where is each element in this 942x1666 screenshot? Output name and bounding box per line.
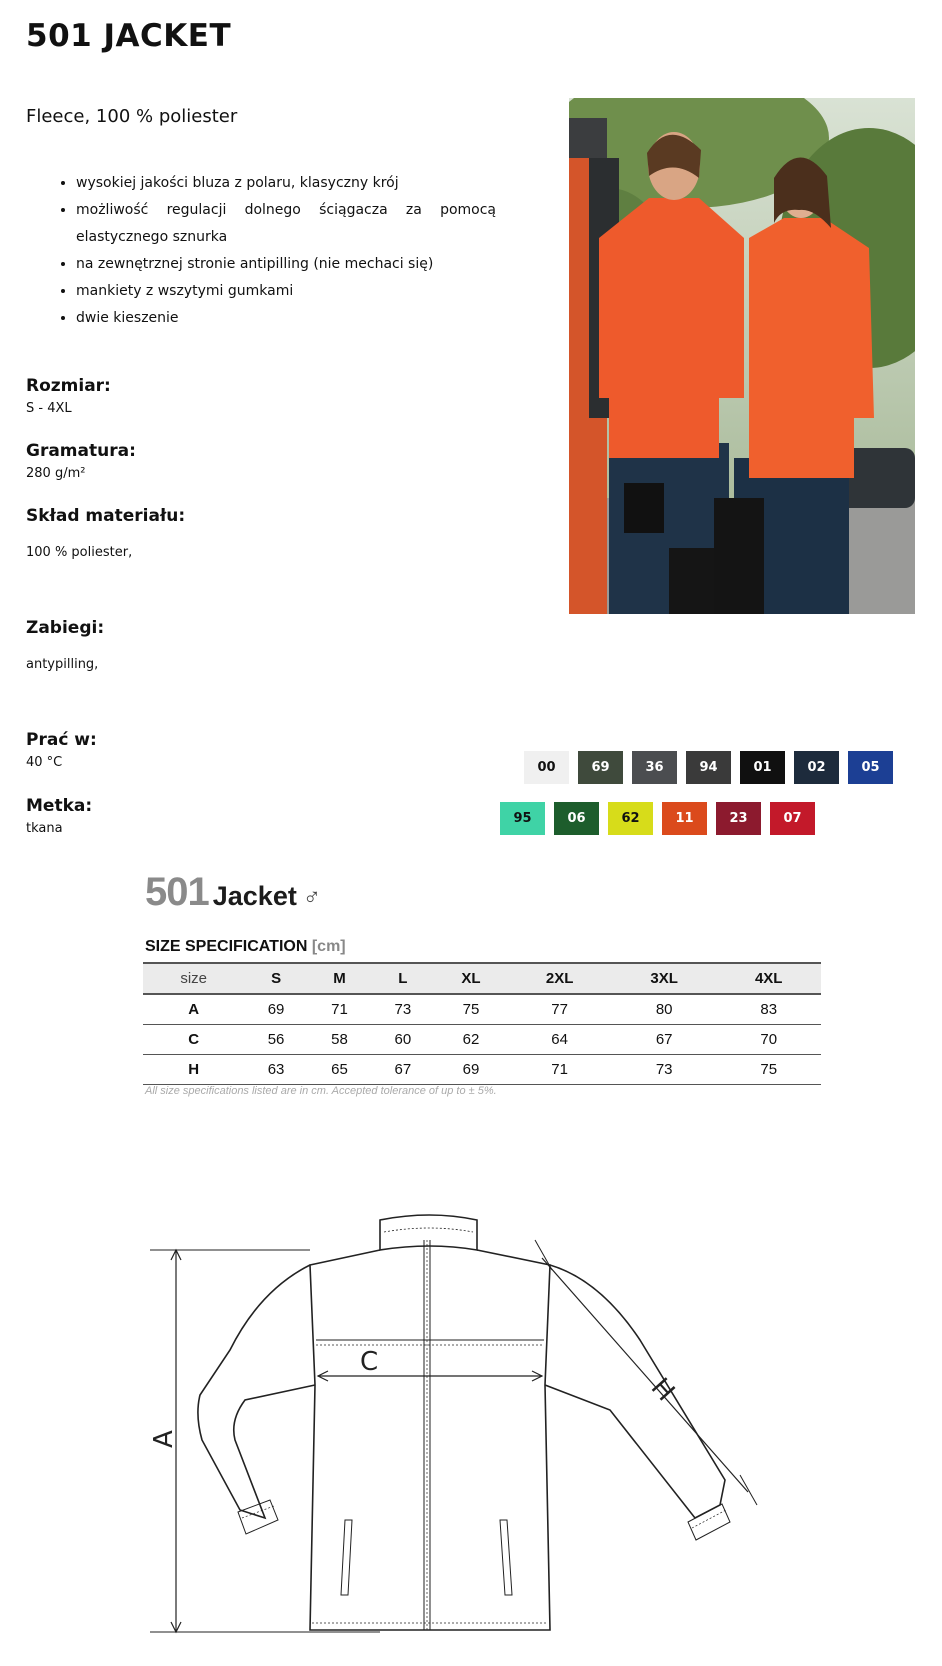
color-swatch-00: 00: [524, 751, 569, 784]
color-swatch-69: 69: [578, 751, 623, 784]
table-cell: 77: [551, 1001, 568, 1018]
table-cell: 73: [655, 1061, 673, 1078]
table-cell: 71: [551, 1061, 568, 1078]
color-swatch-02: 02: [794, 751, 839, 784]
color-swatch-94: 94: [686, 751, 731, 784]
row-label: C: [188, 1031, 200, 1048]
jacket-collar: [380, 1215, 477, 1250]
dimension-line-h: [542, 1258, 748, 1492]
size-column-header: size: [180, 970, 208, 987]
table-cell: 60: [394, 1031, 412, 1048]
color-swatch-11: 11: [662, 802, 707, 835]
table-cell: 69: [462, 1061, 480, 1078]
male-icon: ♂: [302, 884, 321, 911]
tag-label: Metka:: [26, 796, 93, 816]
color-swatch-95: 95: [500, 802, 545, 835]
wash-label: Prać w:: [26, 730, 97, 750]
size-header-cell: 3XL: [650, 970, 678, 987]
color-swatch-06: 06: [554, 802, 599, 835]
label-h: H: [644, 1372, 681, 1408]
table-cell: 70: [760, 1031, 778, 1048]
size-table-header: [143, 963, 821, 994]
table-cell: 64: [551, 1031, 568, 1048]
feature-item: • mankiety z wszytymi gumkami: [76, 278, 496, 305]
feature-item: • wysokiej jakości bluza z polaru, klasyczny krój: [76, 170, 496, 197]
wash-value: 40 °C: [26, 755, 63, 770]
size-header-cell: M: [333, 970, 346, 987]
size-label: Rozmiar:: [26, 376, 111, 396]
label-a: A: [149, 1430, 179, 1448]
table-cell: 63: [267, 1061, 285, 1078]
color-swatch-07: 07: [770, 802, 815, 835]
table-row: [143, 994, 821, 1025]
feature-item: • dwie kieszenie: [76, 305, 496, 332]
jacket-right-sleeve: [545, 1265, 725, 1518]
size-header-cell: 4XL: [754, 970, 783, 987]
table-row: [143, 1025, 821, 1055]
model-number: 501: [145, 870, 209, 914]
weight-value: 280 g/m²: [26, 466, 86, 481]
table-cell: 80: [655, 1001, 673, 1018]
size-spec-title: SIZE SPECIFICATION: [145, 938, 308, 955]
row-label: H: [188, 1061, 200, 1078]
table-cell: 62: [462, 1031, 480, 1048]
tolerance-note: All size specifications listed are in cm. Accepted tolerance of up to ± 5%.: [145, 1085, 497, 1097]
table-cell: 71: [331, 1001, 348, 1018]
treatment-label: Zabiegi:: [26, 618, 105, 638]
color-swatch-01: 01: [740, 751, 785, 784]
model-heading: [145, 870, 321, 915]
product-subtitle: Fleece, 100 % poliester: [26, 106, 238, 127]
color-swatch-62: 62: [608, 802, 653, 835]
row-label: A: [188, 1001, 200, 1018]
material-label: Skład materiału:: [26, 506, 186, 526]
table-cell: 56: [267, 1031, 285, 1048]
feature-item: • możliwość regulacji dolnego ściągacza za pomocą elastycznego sznurka: [76, 197, 496, 251]
color-swatch-23: 23: [716, 802, 761, 835]
size-value: S - 4XL: [26, 401, 72, 416]
table-cell: 65: [331, 1061, 348, 1078]
feature-item: • na zewnętrznej stronie antipilling (nie mechaci się): [76, 251, 496, 278]
color-swatch-05: 05: [848, 751, 893, 784]
table-cell: 75: [462, 1001, 480, 1018]
size-spec-unit: [cm]: [311, 938, 346, 955]
table-cell: 58: [331, 1031, 348, 1048]
size-header-cell: S: [271, 970, 282, 987]
table-cell: 67: [394, 1061, 412, 1078]
weight-label: Gramatura:: [26, 441, 136, 461]
table-cell: 73: [394, 1001, 412, 1018]
treatment-value: antypilling,: [26, 657, 99, 672]
model-name: Jacket: [212, 881, 297, 911]
size-header-cell: 2XL: [545, 970, 574, 987]
material-value: 100 % poliester,: [26, 545, 133, 560]
color-swatch-36: 36: [632, 751, 677, 784]
jacket-measurement-diagram: [140, 1200, 820, 1650]
size-header-cell: L: [398, 970, 408, 987]
table-row: [143, 1055, 821, 1085]
product-photo: [569, 98, 915, 614]
feature-list: [50, 170, 496, 332]
table-cell: 83: [760, 1001, 778, 1018]
table-cell: 75: [760, 1061, 778, 1078]
size-table: [143, 962, 821, 1085]
size-header-cell: XL: [461, 970, 481, 987]
table-cell: 67: [655, 1031, 673, 1048]
tag-value: tkana: [26, 821, 63, 836]
jacket-left-sleeve: [198, 1265, 315, 1518]
size-spec-heading: [145, 938, 346, 956]
label-c: C: [360, 1347, 379, 1377]
product-title: 501 JACKET: [26, 18, 232, 54]
table-cell: 69: [267, 1001, 285, 1018]
